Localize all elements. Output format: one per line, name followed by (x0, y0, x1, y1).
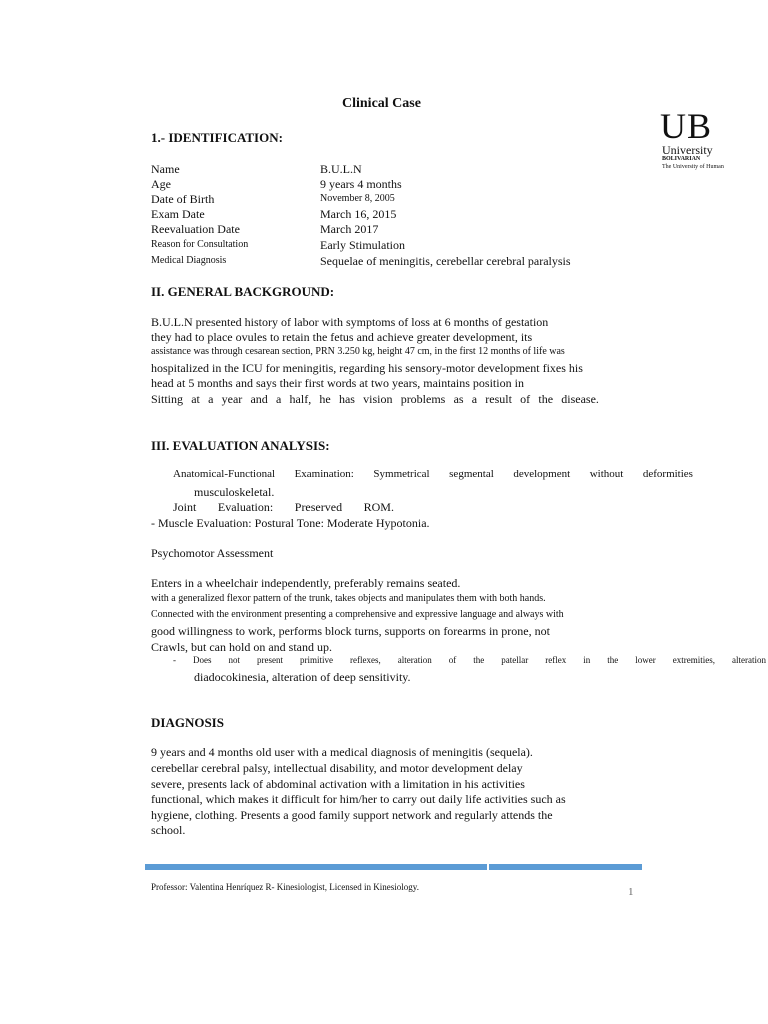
background-line: head at 5 months and says their first words at two years, maintains position in (151, 376, 524, 390)
word: Symmetrical (373, 468, 430, 480)
background-line-justified (151, 392, 599, 407)
word: Evaluation: (217, 500, 274, 514)
bullet-dash: - (173, 655, 176, 665)
word: Preserved (294, 500, 343, 514)
background-line: assistance was through cesarean section, PRN 3.250 kg, height 47 cm, in the first 12 months of life was (151, 346, 565, 357)
word: vision (363, 392, 393, 406)
word: Does (193, 655, 212, 665)
psychomotor-line: Crawls, but can hold on and stand up. (151, 640, 332, 654)
id-label-reason: Reason for Consultation (151, 239, 249, 250)
evaluation-heading: III. EVALUATION ANALYSIS: (151, 438, 330, 453)
word: has (338, 392, 355, 406)
diagnosis-line: severe, presents lack of abdominal activation with a limitation in his activities (151, 777, 525, 791)
word: half, (289, 392, 312, 406)
id-label-dob: Date of Birth (151, 192, 215, 206)
word: Joint (173, 500, 197, 514)
word: year (221, 392, 243, 406)
id-value-reason: Early Stimulation (320, 238, 405, 252)
identification-heading: 1.- IDENTIFICATION: (151, 130, 283, 145)
word: a (471, 392, 478, 406)
psychomotor-line: good willingness to work, performs block turns, supports on forearms in prone, not (151, 624, 550, 638)
word: reflex (545, 655, 567, 665)
anatomical-line-2: musculoskeletal. (194, 485, 275, 499)
word: alteration (731, 655, 766, 665)
id-label-diagnosis: Medical Diagnosis (151, 255, 227, 266)
diagnosis-heading: DIAGNOSIS (151, 715, 224, 730)
footer-bar (489, 864, 642, 870)
word: extremities, (672, 655, 715, 665)
word: problems (400, 392, 446, 406)
background-line: they had to place ovules to retain the fetus and achieve greater development, its (151, 330, 533, 344)
word: deformities (642, 468, 693, 480)
joint-evaluation-line (173, 500, 394, 515)
psychomotor-heading: Psychomotor Assessment (151, 546, 274, 560)
footer-text: Professor: Valentina Henríquez R- Kinesiologist, Licensed in Kinesiology. (151, 882, 419, 892)
word: not (228, 655, 241, 665)
id-value-age: 9 years 4 months (320, 177, 402, 191)
diagnosis-line: 9 years and 4 months old user with a medical diagnosis of meningitis (sequela). (151, 745, 533, 759)
id-value-exam-date: March 16, 2015 (320, 207, 397, 221)
logo-university-text: University (662, 143, 713, 157)
id-label-reevaluation-date: Reevaluation Date (151, 222, 240, 236)
logo-tagline: The University of Human (662, 164, 724, 170)
word: Examination: (294, 468, 354, 480)
word: Anatomical-Functional (173, 468, 276, 480)
id-value-diagnosis: Sequelae of meningitis, cerebellar cerebral paralysis (320, 254, 571, 268)
word: disease. (561, 392, 599, 406)
word: ROM. (363, 500, 394, 514)
word: of (448, 655, 457, 665)
university-logo: UB (660, 106, 713, 146)
word: development (513, 468, 571, 480)
word: primitive (300, 655, 334, 665)
word: without (589, 468, 624, 480)
reflex-bullet-line-2: diadocokinesia, alteration of deep sensitivity. (194, 670, 411, 684)
id-label-exam-date: Exam Date (151, 207, 205, 221)
logo-subtitle: BOLIVARIAN (662, 156, 701, 162)
word: the (607, 655, 619, 665)
muscle-evaluation-line: - Muscle Evaluation: Postural Tone: Moderate Hypotonia. (151, 516, 430, 530)
word: at (191, 392, 200, 406)
word: of (520, 392, 531, 406)
word: alteration (397, 655, 432, 665)
word: Sitting (151, 392, 184, 406)
word: a (276, 392, 282, 406)
word: a (208, 392, 214, 406)
id-value-dob: November 8, 2005 (320, 193, 395, 204)
page-number: 1 (628, 886, 634, 898)
footer-bar (145, 864, 487, 870)
psychomotor-line: Enters in a wheelchair independently, preferably remains seated. (151, 576, 461, 590)
word: result (485, 392, 512, 406)
word: he (319, 392, 331, 406)
psychomotor-line: with a generalized flexor pattern of the trunk, takes objects and manipulates them with both hands. (151, 593, 546, 604)
diagnosis-line: functional, which makes it difficult for him/her to carry out daily life activities such as (151, 792, 566, 806)
word: patellar (501, 655, 529, 665)
word: the (473, 655, 485, 665)
id-label-name: Name (151, 162, 180, 176)
word: present (257, 655, 284, 665)
id-value-name: B.U.L.N (320, 162, 362, 176)
reflex-bullet-line (173, 655, 766, 665)
diagnosis-line: school. (151, 823, 186, 837)
page-title: Clinical Case (342, 96, 421, 111)
diagnosis-line: cerebellar cerebral palsy, intellectual disability, and motor development delay (151, 761, 523, 775)
id-label-age: Age (151, 177, 171, 191)
word: the (538, 392, 554, 406)
diagnosis-line: hygiene, clothing. Presents a good family support network and regularly attends the (151, 808, 553, 822)
word: lower (635, 655, 656, 665)
word: reflexes, (350, 655, 381, 665)
psychomotor-line: Connected with the environment presenting a comprehensive and expressive language and always with (151, 609, 564, 620)
background-line: hospitalized in the ICU for meningitis, regarding his sensory-motor development fixes his (151, 361, 583, 375)
word: and (250, 392, 268, 406)
word: as (453, 392, 464, 406)
background-line: B.U.L.N presented history of labor with symptoms of loss at 6 months of gestation (151, 315, 549, 329)
anatomical-line (173, 468, 693, 480)
word: in (583, 655, 591, 665)
id-value-reevaluation-date: March 2017 (320, 222, 379, 236)
word: segmental (449, 468, 494, 480)
background-heading: II. GENERAL BACKGROUND: (151, 284, 335, 299)
